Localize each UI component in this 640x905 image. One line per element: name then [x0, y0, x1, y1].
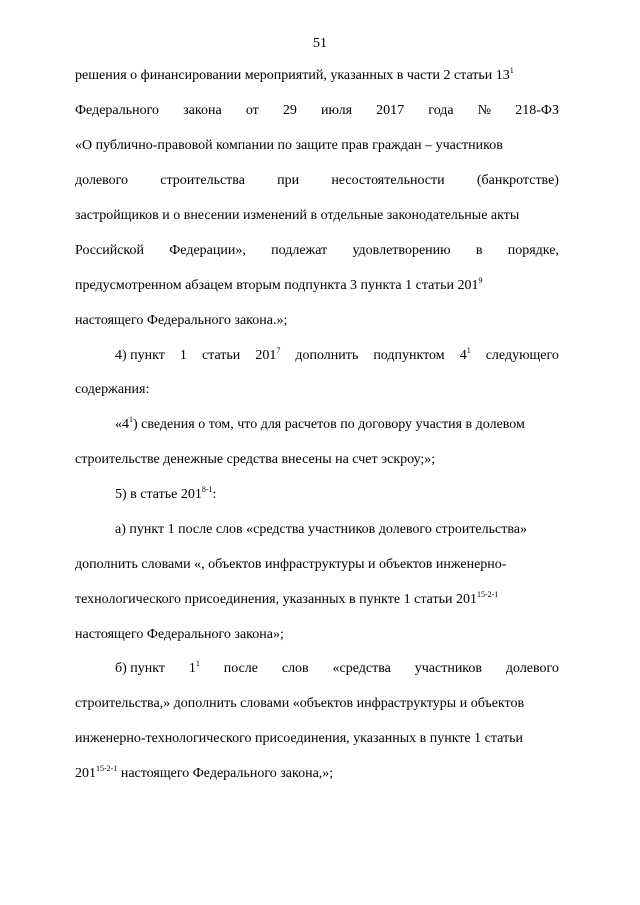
text-line: б) пункт $1^1$ после слов «средства участников долевого [115, 659, 559, 676]
text-line: долевого строительства при несостоятельности (банкротстве) [75, 173, 559, 188]
text-line: а) пункт 1 после слов «средства участников долевого строительства» [115, 522, 527, 537]
text-line: Федерального закона от 29 июля 2017 года № 218-ФЗ [75, 103, 559, 118]
text-line: настоящего Федерального закона»; [75, 627, 284, 642]
text-line: 201$^{15-2-1}$ настоящего Федерального закона,»; [75, 764, 334, 781]
text-line: инженерно-технологического присоединения, указанных в пункте 1 статьи [75, 731, 523, 746]
text-line: содержания: [75, 382, 150, 397]
text-line: «О публично-правовой компании по защите прав граждан – участников [75, 138, 503, 153]
text-line: застройщиков и о внесении изменений в отдельные законодательные акты [75, 208, 520, 223]
text-line: предусмотренном абзацем вторым подпункта 3 пункта 1 статьи $201^9$ [75, 276, 483, 293]
text-line: технологического присоединения, указанных в пункте 1 статьи 201$^{15-2-1}$ [75, 590, 499, 607]
text-line: решения о финансировании мероприятий, указанных в части 2 статьи $13^1$ [75, 66, 514, 83]
text-line: «$4^1$) сведения о том, что для расчетов по договору участия в долевом [115, 415, 525, 432]
text-line: 5) в статье 201$^{8-1}$: [115, 485, 217, 502]
text-line: строительстве денежные средства внесены на счет эскроу;»; [75, 452, 436, 467]
text-line: 4) пункт 1 статьи $201^7$ дополнить подпунктом $4^1$ следующего [115, 346, 559, 363]
text-line: строительства,» дополнить словами «объектов инфраструктуры и объектов [75, 696, 525, 711]
text-line: настоящего Федерального закона.»; [75, 313, 288, 328]
page-number: 51 [313, 36, 327, 51]
text-line: дополнить словами «, объектов инфраструктуры и объектов инженерно- [75, 557, 507, 572]
text-line: Российской Федерации», подлежат удовлетворению в порядке, [75, 243, 559, 258]
